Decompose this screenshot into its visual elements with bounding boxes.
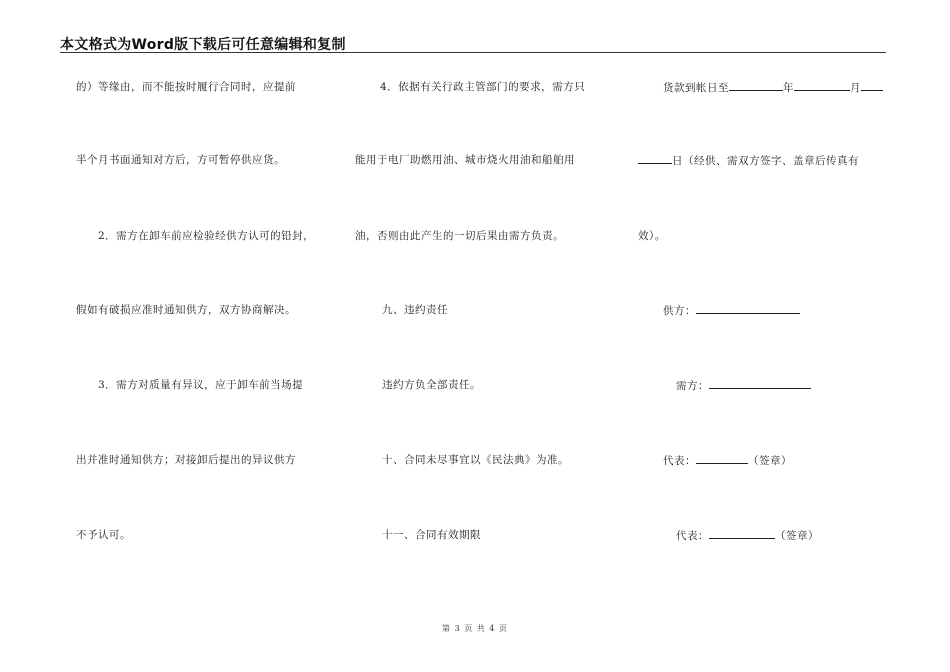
text-line: 不予认可。 [76, 529, 131, 541]
text-fragment: 月 [850, 82, 861, 94]
blank-field [696, 453, 748, 464]
section-heading: 九、违约责任 [382, 304, 448, 316]
representative-label: 代表： [676, 530, 709, 542]
supplier-label: 供方： [663, 305, 696, 317]
date-line [663, 80, 883, 95]
text-line: 违约方负全部责任。 [382, 379, 481, 391]
text-fragment: 日（经供、需双方签字、盖章后传真有 [672, 155, 859, 167]
text-line: 油，否则由此产生的一切后果由需方负责。 [355, 230, 564, 242]
buyer-label: 需方： [676, 380, 709, 392]
header-divider [60, 52, 886, 53]
blank-field [861, 80, 883, 91]
supplier-signature-line [663, 303, 800, 318]
seal-label: （签章） [748, 455, 792, 467]
section-heading: 十一、合同有效期限 [382, 529, 481, 541]
section-heading: 十、合同未尽事宜以《民法典》为准。 [382, 454, 569, 466]
blank-field [696, 303, 800, 314]
text-line: 出并准时通知供方；对接卸后提出的异议供方 [76, 454, 296, 466]
blank-field [709, 378, 811, 389]
text-line: 2．需方在卸车前应检验经供方认可的铅封， [98, 230, 315, 242]
representative-label: 代表： [663, 455, 696, 467]
blank-field [729, 80, 783, 91]
text-line: 4．依据有关行政主管部门的要求，需方只 [380, 81, 586, 93]
text-line: 效）。 [638, 230, 666, 242]
seal-label: （签章） [775, 530, 819, 542]
date-line [638, 153, 859, 168]
buyer-signature-line [676, 378, 811, 393]
representative-line [676, 528, 819, 543]
document-header-title: 本文格式为Word版下载后可任意编辑和复制 [60, 37, 346, 53]
page-number: 第 3 页 共 4 页 [442, 624, 508, 633]
blank-field [794, 80, 850, 91]
text-line: 3．需方对质量有异议，应于卸车前当场提 [98, 379, 304, 391]
blank-field [709, 528, 775, 539]
blank-field [638, 153, 672, 164]
text-line: 能用于电厂助燃用油、城市烧火用油和船舶用 [355, 154, 575, 166]
text-line: 的）等缘由，而不能按时履行合同时，应提前 [76, 81, 296, 93]
representative-line [663, 453, 792, 468]
text-fragment: 货款到帐日至 [663, 82, 729, 94]
text-line: 假如有破损应准时通知供方，双方协商解决。 [76, 304, 296, 316]
text-line: 半个月书面通知对方后，方可暂停供应货。 [76, 154, 285, 166]
text-fragment: 年 [783, 82, 794, 94]
